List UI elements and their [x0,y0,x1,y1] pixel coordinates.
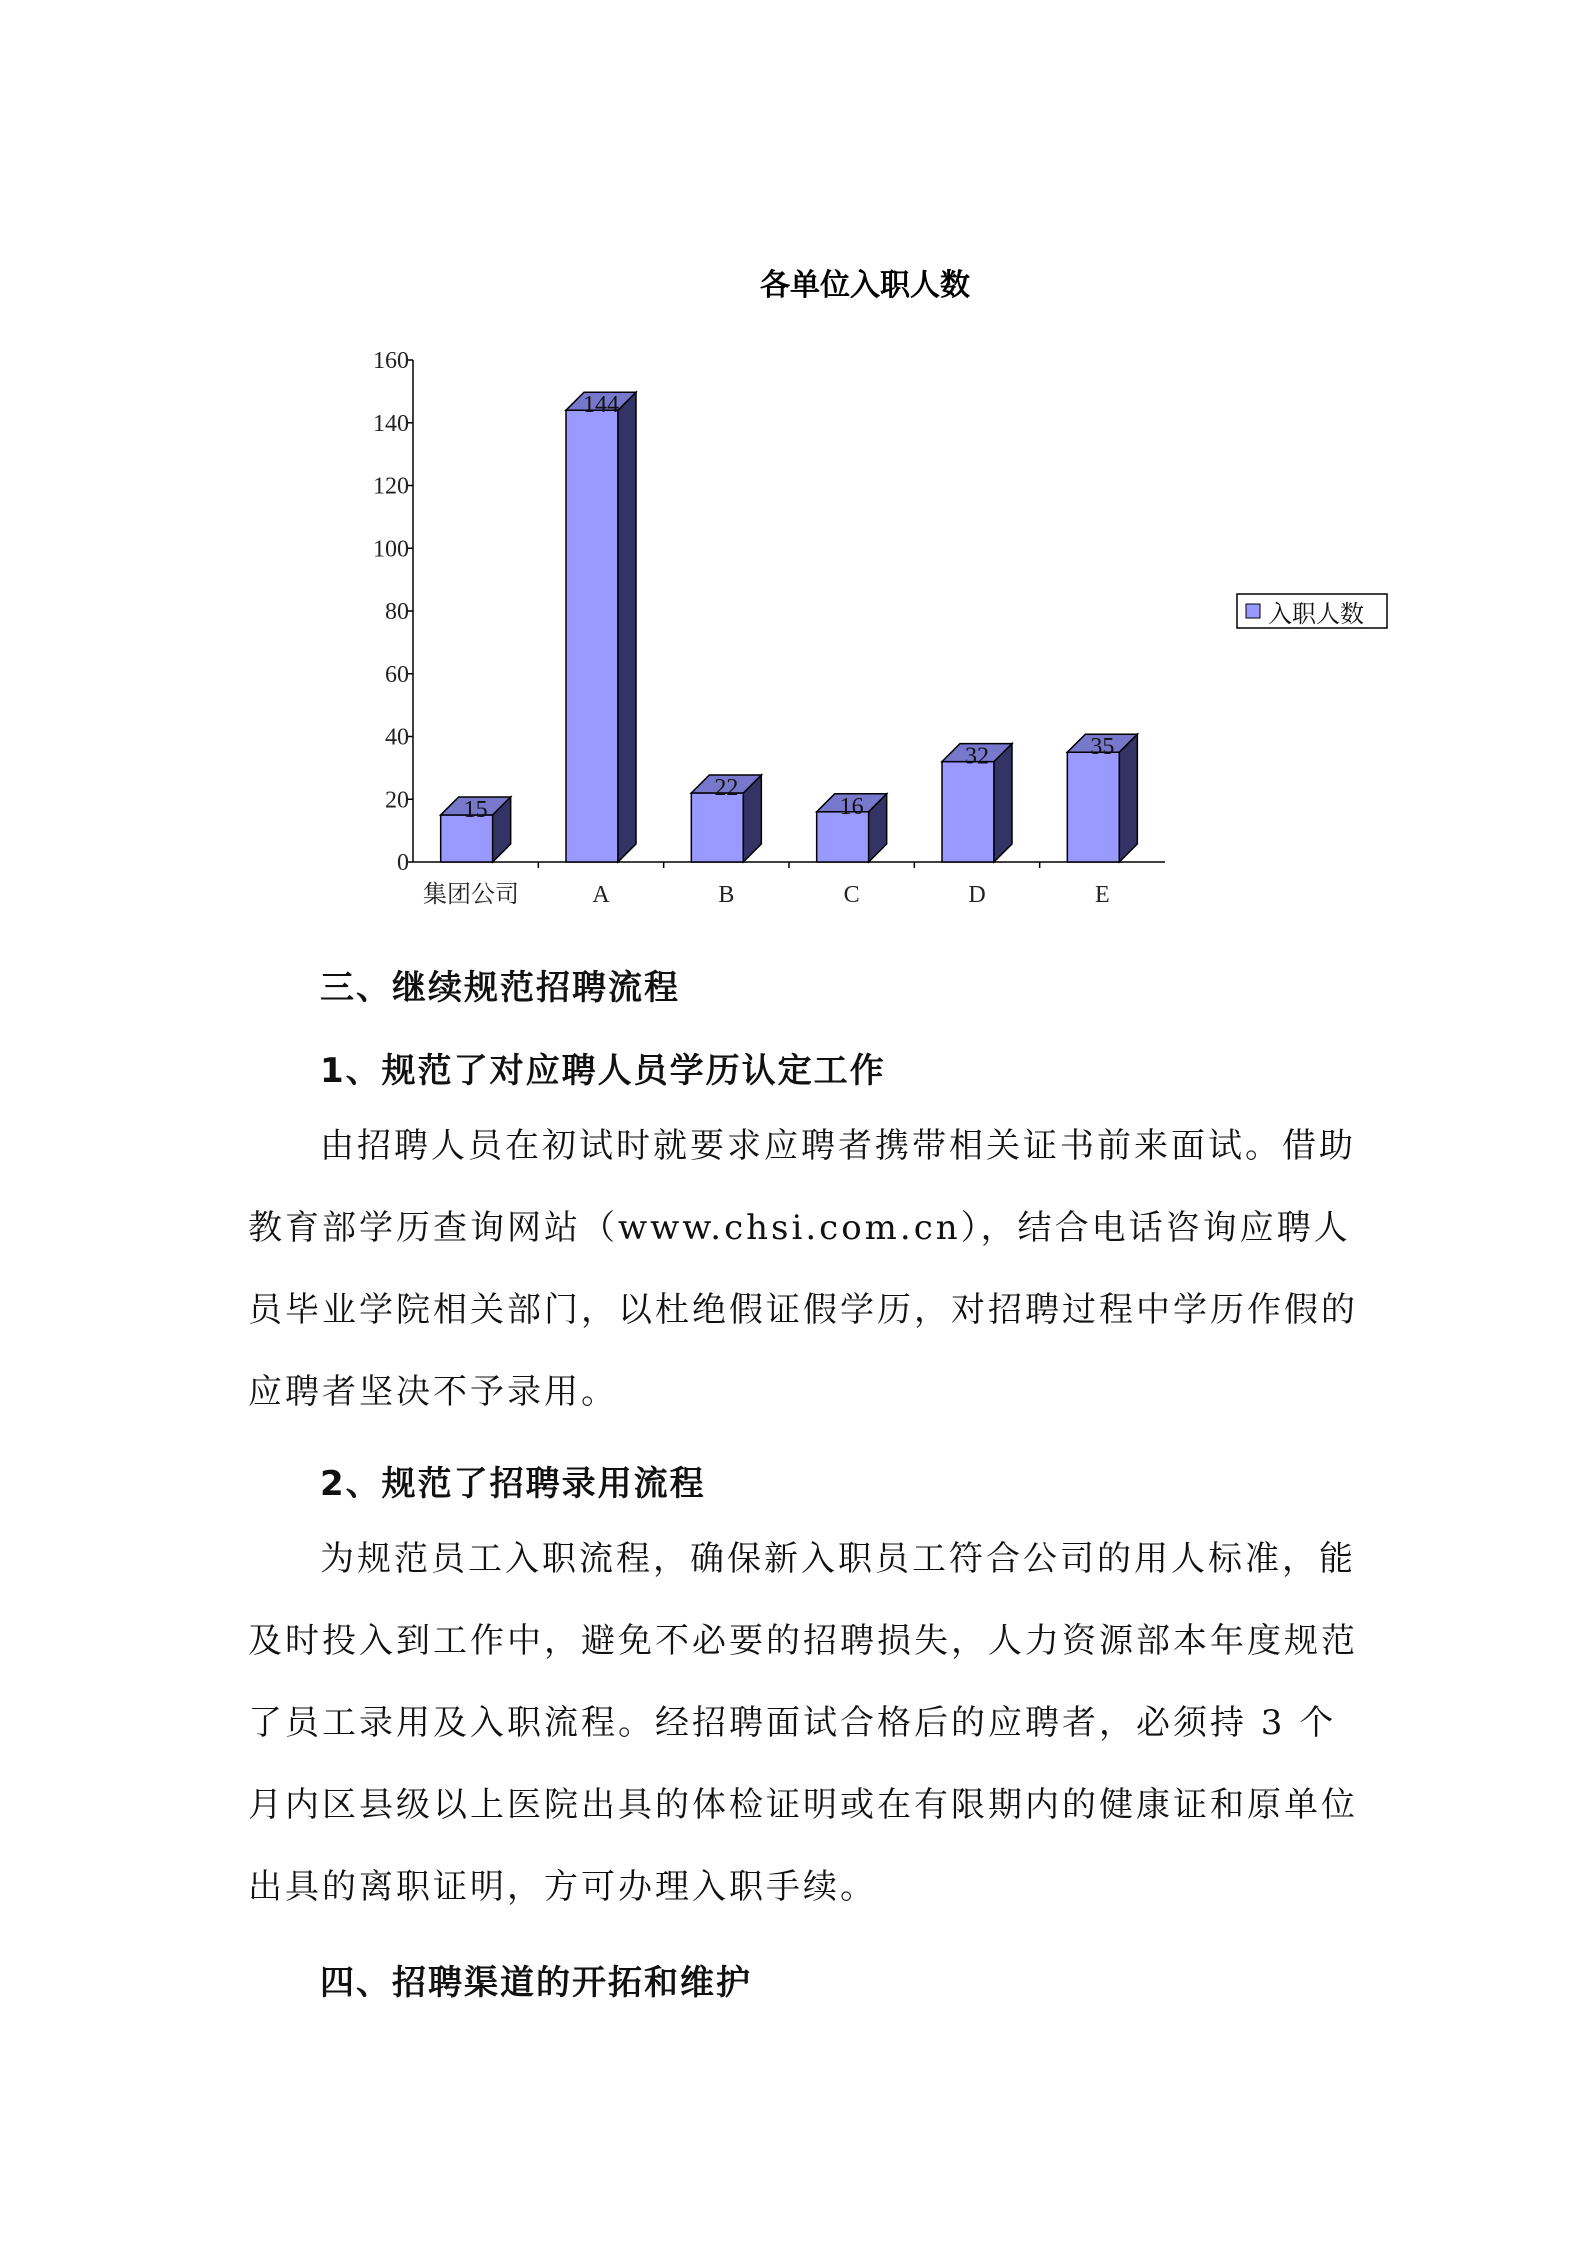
bar-data-label: 15 [463,796,488,823]
y-tick-label: 60 [385,661,409,688]
section-3-2-paragraph: 为规范员工入职流程，确保新入职员工符合公司的用人标准，能及时投入到工作中，避免不必要的招聘损失，人力资源部本年度规范了员工录用及入职流程。经招聘面试合格后的应聘者，必须持 3 个月内区县级以上医院出具的体检证明或在有限期内的健康证和原单位出具的离职证明，方可办理入职手续。 [248,1539,1358,1907]
section-3-1-paragraph-block [248,1105,1358,1433]
bar-side [1119,734,1137,862]
chart-bars [441,392,1138,862]
bar-side [994,744,1012,862]
y-tick-label: 20 [385,787,409,814]
y-tick-label: 140 [373,410,409,437]
y-tick-label: 160 [373,348,409,374]
section-3-2-paragraph-block [248,1518,1358,1928]
bar-data-label: 22 [714,774,739,801]
bar-data-label: 32 [965,743,989,770]
section-3-heading: 三、继续规范招聘流程 [320,968,680,1008]
y-tick-label: 120 [373,473,409,500]
section-3-1-paragraph: 由招聘人员在初试时就要求应聘者携带相关证书前来面试。借助教育部学历查询网站（www.chsi.com.cn），结合电话咨询应聘人员毕业学院相关部门，以杜绝假证假学历，对招聘过程中学历作假的应聘者坚决不予录用。 [248,1126,1358,1412]
bar-data-label: 16 [839,793,864,820]
bar-chart [0,0,1594,960]
x-category-label: A [592,882,610,908]
y-tick-label: 80 [385,599,409,625]
x-category-label: D [968,882,986,908]
section-3-2-heading: 2、规范了招聘录用流程 [320,1464,706,1504]
bar-front [566,410,618,862]
bar-data-label: 35 [1090,734,1115,761]
chart-legend [1237,594,1387,628]
legend-label: 入职人数 [1268,600,1364,628]
chart-title: 各单位入职人数 [760,268,970,303]
section-4-heading: 四、招聘渠道的开拓和维护 [320,1963,752,2003]
y-tick-label: 100 [373,536,409,563]
bar-front [1067,752,1119,862]
bar-data-label: 144 [583,392,619,419]
legend-swatch [1246,604,1260,618]
bar-front [691,793,743,862]
x-category-label: B [718,882,735,908]
y-tick-label: 0 [397,850,409,876]
x-category-label: E [1094,882,1110,908]
bar-front [942,762,994,862]
x-category-label: 集团公司 [423,880,519,908]
x-category-label: C [843,882,860,908]
section-3-1-heading: 1、规范了对应聘人员学历认定工作 [320,1051,886,1091]
y-tick-label: 40 [385,724,409,751]
bar-side [618,392,636,862]
